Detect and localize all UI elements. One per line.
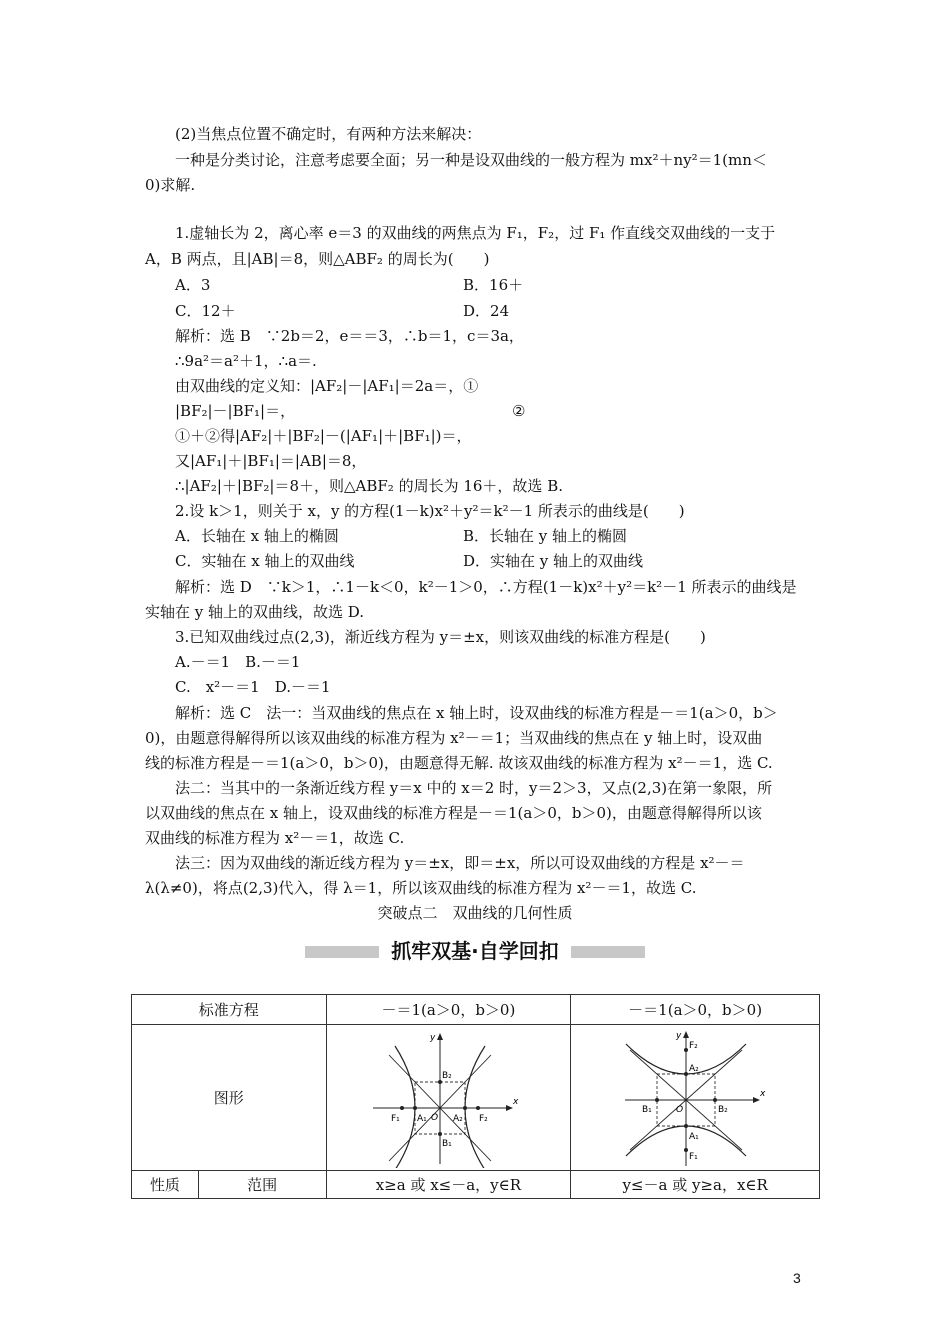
property-label-cell: 性质 bbox=[132, 1171, 199, 1199]
fig1-b2-label: B₂ bbox=[442, 1070, 453, 1081]
header-equation-y: －＝1(a＞0，b＞0) bbox=[571, 995, 820, 1025]
q1-solution-4: |BF₂|－|BF₁|＝， bbox=[175, 402, 296, 420]
fig1-a1-label: A₁ bbox=[417, 1113, 428, 1124]
header-equation-x: －＝1(a＞0，b＞0) bbox=[326, 995, 571, 1025]
q3-options-1: A.－＝1 B.－＝1 bbox=[175, 653, 301, 671]
header-label-cell: 标准方程 bbox=[132, 995, 327, 1025]
page-number: 3 bbox=[793, 1270, 801, 1286]
b1-point bbox=[655, 1098, 659, 1102]
q2-option-b: B．长轴在 y 轴上的椭圆 bbox=[463, 527, 628, 545]
fig2-b2-label: B₂ bbox=[718, 1104, 728, 1115]
focus-f2-point bbox=[684, 1048, 688, 1052]
x-axis-arrow-icon bbox=[506, 1105, 513, 1111]
q1-solution-6: 又|AF₁|＋|BF₁|＝|AB|＝8， bbox=[175, 452, 367, 470]
fig1-y-label: y bbox=[430, 1032, 436, 1043]
q3-solution-1: 解析：选 C 法一：当双曲线的焦点在 x 轴上时，设双曲线的标准方程是－＝1(a＞0，b＞ bbox=[175, 704, 778, 722]
fig2-a2-label: A₂ bbox=[689, 1063, 699, 1074]
fig2-y-label: y bbox=[676, 1030, 682, 1041]
q1-option-b: B．16＋ bbox=[463, 276, 524, 294]
q1-option-a: A．3 bbox=[175, 276, 211, 294]
fig1-f2-label: F₂ bbox=[479, 1113, 489, 1124]
q3-method3-1: 法三：因为双曲线的渐近线方程为 y＝±x，即＝±x，所以可设双曲线的方程是 x²－＝ bbox=[175, 854, 745, 872]
vertex-a2-point bbox=[684, 1072, 688, 1076]
q1-solution-7: ∴|AF₂|＋|BF₂|＝8＋，则△ABF₂ 的周长为 16＋，故选 B. bbox=[175, 477, 563, 495]
figure-cell-y-axis bbox=[571, 1025, 820, 1171]
figure-cell-x-axis bbox=[326, 1025, 571, 1171]
table-row bbox=[132, 995, 820, 1025]
q3-solution-3: 线的标准方程是－＝1(a＞0，b＞0)，由题意得无解. 故该双曲线的标准方程为 x²－＝1，选 C. bbox=[145, 754, 773, 772]
figure-label-cell: 图形 bbox=[132, 1025, 327, 1171]
fig1-f1-label: F₁ bbox=[391, 1113, 401, 1124]
q3-method2-3: 双曲线的标准方程为 x²－＝1，故选 C. bbox=[145, 829, 405, 847]
q2-option-c: C．实轴在 x 轴上的双曲线 bbox=[175, 552, 355, 570]
fig1-b1-label: B₁ bbox=[442, 1138, 453, 1149]
q1-stem-1: 1.虚轴长为 2，离心率 e＝3 的双曲线的两焦点为 F₁，F₂，过 F₁ 作直线交双曲线的一支于 bbox=[175, 224, 776, 242]
q2-option-a: A．长轴在 x 轴上的椭圆 bbox=[175, 527, 339, 545]
range-y-axis: y≤－a 或 y≥a，x∈R bbox=[571, 1171, 820, 1199]
q3-stem: 3.已知双曲线过点(2,3)，渐近线方程为 y＝±x，则该双曲线的标准方程是( ) bbox=[175, 628, 706, 646]
q1-solution-4-marker: ② bbox=[512, 402, 526, 420]
q3-solution-2: 0)，由题意得解得所以该双曲线的标准方程为 x²－＝1；当双曲线的焦点在 y 轴上时，设双曲 bbox=[145, 729, 763, 747]
q1-solution-5: ①＋②得|AF₂|＋|BF₂|－(|AF₁|＋|BF₁|)＝， bbox=[175, 427, 472, 445]
q1-option-c: C．12＋ bbox=[175, 302, 236, 320]
y-axis-arrow-icon bbox=[437, 1033, 443, 1040]
intro-line-3: 0)求解. bbox=[145, 176, 196, 194]
q1-stem-2: A，B 两点，且|AB|＝8，则△ABF₂ 的周长为( ) bbox=[145, 250, 490, 268]
b2-point bbox=[713, 1098, 717, 1102]
q2-stem: 2.设 k＞1，则关于 x，y 的方程(1－k)x²＋y²＝k²－1 所表示的曲线是( ) bbox=[175, 502, 685, 520]
table-row bbox=[132, 1171, 820, 1199]
vertex-a2-point bbox=[463, 1106, 467, 1110]
properties-table bbox=[131, 994, 820, 1199]
fig2-x-label: x bbox=[760, 1088, 766, 1099]
hyperbola-x-axis-figure bbox=[373, 1028, 523, 1168]
q2-solution-1: 解析：选 D ∵k＞1，∴1－k＜0，k²－1＞0，∴方程(1－k)x²＋y²＝k²－1 所表示的曲线是 bbox=[175, 578, 797, 596]
intro-line-2: 一种是分类讨论，注意考虑要全面；另一种是设双曲线的一般方程为 mx²＋ny²＝1(mn＜ bbox=[175, 151, 767, 169]
section-banner bbox=[305, 938, 645, 964]
q3-options-2: C. x²－＝1 D.－＝1 bbox=[175, 678, 331, 696]
range-x-axis: x≥a 或 x≤－a，y∈R bbox=[326, 1171, 571, 1199]
banner-text: 抓牢双基·自学回扣 bbox=[391, 939, 559, 963]
fig1-x-label: x bbox=[513, 1096, 519, 1107]
q3-method2-1: 法二：当其中的一条渐近线方程 y＝x 中的 x＝2 时，y＝2＞3，又点(2,3)在第一象限，所 bbox=[175, 779, 773, 797]
table-row bbox=[132, 1025, 820, 1171]
intro-line-1: (2)当焦点位置不确定时，有两种方法来解决： bbox=[175, 125, 482, 143]
y-axis-arrow-icon bbox=[683, 1031, 689, 1038]
fig2-f2-label: F₂ bbox=[689, 1040, 698, 1051]
q2-option-d: D．实轴在 y 轴上的双曲线 bbox=[463, 552, 644, 570]
fig2-origin-label: O bbox=[676, 1104, 684, 1115]
focus-f1-point bbox=[684, 1148, 688, 1152]
fig1-a2-label: A₂ bbox=[453, 1113, 464, 1124]
banner-right-bar bbox=[571, 946, 645, 958]
b1-point bbox=[438, 1132, 442, 1136]
focus-f1-point bbox=[400, 1106, 404, 1110]
q2-solution-2: 实轴在 y 轴上的双曲线，故选 D. bbox=[145, 603, 365, 621]
fig2-a1-label: A₁ bbox=[689, 1131, 699, 1142]
x-axis-arrow-icon bbox=[753, 1097, 760, 1103]
fig2-b1-label: B₁ bbox=[642, 1104, 652, 1115]
vertex-a1-point bbox=[684, 1124, 688, 1128]
vertex-a1-point bbox=[413, 1106, 417, 1110]
q3-method3-2: λ(λ≠0)，将点(2,3)代入，得 λ＝1，所以该双曲线的标准方程为 x²－＝1，故选 C. bbox=[145, 879, 697, 897]
q1-option-d: D．24 bbox=[463, 302, 510, 320]
q1-solution-3: 由双曲线的定义知：|AF₂|－|AF₁|＝2a＝，① bbox=[175, 377, 479, 395]
section-title: 突破点二 双曲线的几何性质 bbox=[377, 904, 573, 922]
fig2-f1-label: F₁ bbox=[689, 1151, 698, 1162]
q1-solution-1: 解析：选 B ∵2b＝2，e＝＝3，∴b＝1，c＝3a， bbox=[175, 327, 524, 345]
q3-method2-2: 以双曲线的焦点在 x 轴上，设双曲线的标准方程是－＝1(a＞0，b＞0)，由题意得解得所以该 bbox=[145, 804, 762, 822]
banner-left-bar bbox=[305, 946, 379, 958]
range-label-cell: 范围 bbox=[198, 1171, 326, 1199]
q1-solution-2: ∴9a²＝a²＋1，∴a＝. bbox=[175, 352, 317, 370]
fig1-origin-label: O bbox=[431, 1112, 439, 1123]
hyperbola-y-axis-figure bbox=[620, 1028, 770, 1168]
focus-f2-point bbox=[476, 1106, 480, 1110]
